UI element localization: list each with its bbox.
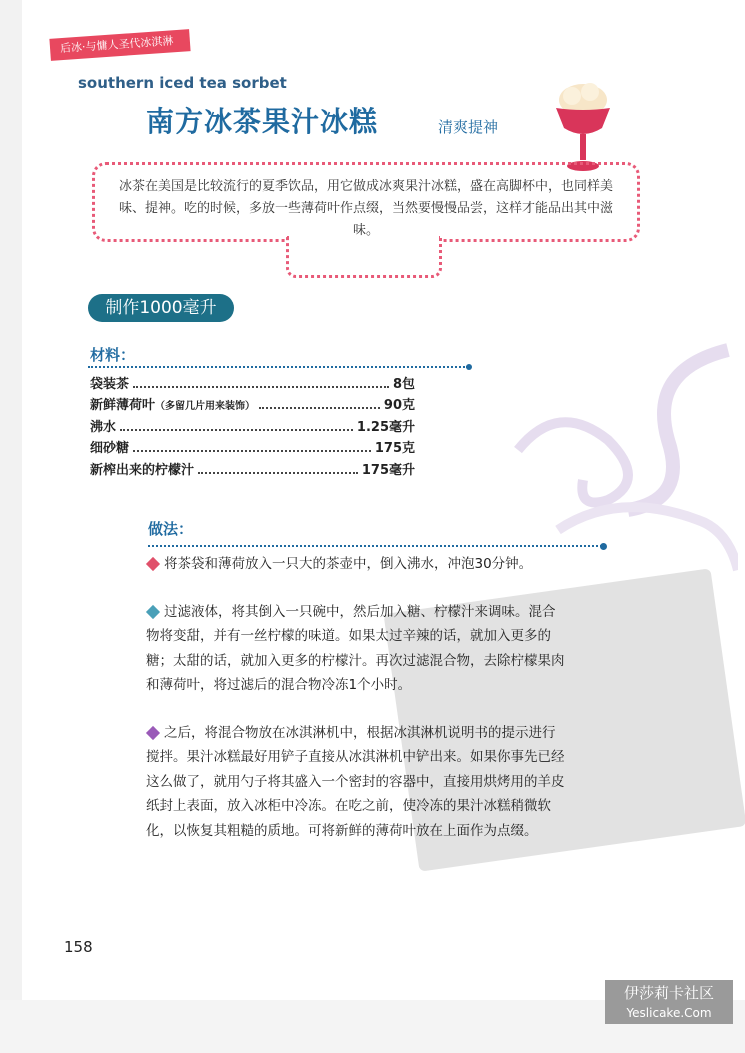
- ingredient-qty: 1.25毫升: [356, 419, 415, 435]
- ingredient-qty: 175克: [374, 441, 415, 457]
- ingredient-name: 细砂糖: [90, 441, 130, 457]
- materials-divider: [88, 366, 468, 368]
- method-steps: [146, 552, 566, 866]
- teal-diamond-icon: [146, 604, 160, 618]
- ingredient-qty: 8包: [392, 377, 415, 392]
- materials-divider-dot: [466, 364, 472, 370]
- materials-heading: 材料：: [90, 346, 136, 364]
- ingredient-name: 袋装茶: [90, 377, 130, 392]
- dot-leader: [133, 386, 389, 388]
- red-diamond-icon: [146, 557, 160, 571]
- ingredient-qty: 175毫升: [361, 462, 415, 478]
- method-step: [146, 552, 566, 577]
- page-number: 158: [64, 938, 93, 956]
- chapter-tag: 后冰·与慵人圣代冰淇淋: [49, 29, 190, 61]
- site-watermark: [605, 980, 733, 1024]
- ingredient-row: [90, 394, 415, 415]
- dot-leader: [133, 450, 371, 452]
- dot-leader: [120, 429, 353, 431]
- site-name: 伊莎莉卡社区: [623, 984, 714, 1002]
- step-text: 过滤液体，将其倒入一只碗中，然后加入糖、柠檬汁来调味。混合物将变甜，并有一丝柠檬的味道。如果太过辛辣的话，就加入更多的糖；太甜的话，就加入更多的柠檬汁。再次过滤混合物，去除柠檬果肉和薄荷叶，将过滤后的混合物冷冻1个小时。: [146, 603, 565, 693]
- step-text: 将茶袋和薄荷放入一只大的茶壶中，倒入沸水，冲泡30分钟。: [164, 556, 533, 572]
- ingredient-name: 新榨出来的柠檬汁: [90, 462, 195, 478]
- method-divider-dot: [600, 543, 607, 550]
- dot-leader: [259, 407, 380, 409]
- site-url: Yeslicake.Com: [626, 1006, 712, 1020]
- method-step: [146, 600, 566, 698]
- method-heading: 做法：: [148, 520, 194, 538]
- ingredient-name: 新鲜薄荷叶: [90, 398, 156, 414]
- page-edge: [0, 0, 22, 1053]
- ingredient-row: [90, 373, 415, 394]
- dot-leader: [198, 472, 358, 474]
- yield-badge: 制作1000毫升: [88, 294, 234, 322]
- ingredient-qty: 90克: [383, 398, 415, 414]
- method-divider: [148, 545, 602, 547]
- recipe-subtitle: 清爽提神: [438, 118, 499, 136]
- recipe-title: 南方冰茶果汁冰糕: [146, 105, 379, 138]
- ingredient-row: [90, 459, 415, 480]
- ingredient-note: （多留几片用来装饰）: [155, 401, 256, 413]
- swirl-decoration-icon: [498, 330, 738, 580]
- method-step: [146, 721, 566, 844]
- ingredient-row: [90, 437, 415, 458]
- english-title: southern iced tea sorbet: [78, 74, 287, 92]
- intro-frame-tab: [286, 236, 442, 278]
- step-text: 之后，将混合物放在冰淇淋机中，根据冰淇淋机说明书的提示进行搅拌。果汁冰糕最好用铲子直接从冰淇淋机中铲出来。如果你事先已经这么做了，就用勺子将其盛入一个密封的容器中，直接用烘烤用的羊皮纸封上表面，放入冰柜中冷冻。在吃之前，使冷冻的果汁冰糕稍微软化，以恢复其粗糙的质地。可将新鲜的薄荷叶放在上面作为点缀。: [146, 724, 565, 839]
- intro-text: 冰茶在美国是比较流行的夏季饮品，用它做成冰爽果汁冰糕，盛在高脚杯中，也同样美味、提神。吃的时候，多放一些薄荷叶作点缀，当然要慢慢品尝，这样才能品出其中滋味。: [118, 179, 613, 238]
- ingredient-list: [90, 373, 415, 480]
- ingredient-name: 沸水: [90, 419, 117, 435]
- ingredient-row: [90, 416, 415, 437]
- purple-diamond-icon: [146, 725, 160, 739]
